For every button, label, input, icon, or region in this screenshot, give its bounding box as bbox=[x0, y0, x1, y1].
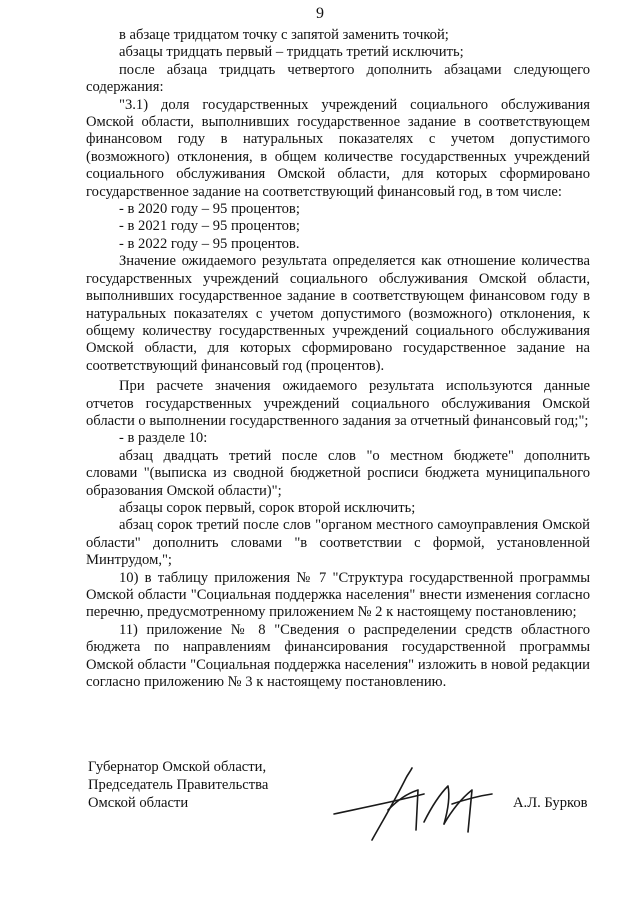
list-item: - в 2022 году – 95 процентов. bbox=[119, 235, 300, 252]
paragraph: При расчете значения ожидаемого результата используются данные отчетов государственных учреждений социального обслуживания Омской области о выполнении государственного задания за отчетный финансовый год;"; bbox=[86, 378, 590, 429]
paragraph: абзацы тридцать первый – тридцать третий исключить; bbox=[119, 44, 464, 61]
paragraph: после абзаца тридцать четвертого дополнить абзацами следующего содержания: bbox=[86, 61, 590, 96]
signatory-position bbox=[88, 758, 268, 812]
signer-name: А.Л. Бурков bbox=[513, 795, 588, 811]
position-line: Губернатор Омской области, bbox=[88, 759, 267, 775]
paragraph: в абзаце тридцатом точку с запятой заменить точкой; bbox=[119, 27, 449, 43]
paragraph: 10) в таблицу приложения № 7 "Структура государственной программы Омской области "Социальная поддержка населения" внести изменения согласно перечню, предусмотренному приложением № 2 к настоящему постановлению; bbox=[86, 569, 590, 621]
position-line: Омской области bbox=[88, 795, 189, 811]
paragraph: абзац сорок третий после слов "органом местного самоуправления Омской области" дополнить словами "в соответствии с формой, установленной Минтрудом,"; bbox=[86, 517, 590, 569]
paragraph: абзац двадцать третий после слов "о местном бюджете" дополнить словами "(выписка из сводной бюджетной росписи бюджета муниципального образования Омской области)"; bbox=[86, 447, 590, 499]
list-item: - в 2021 году – 95 процентов; bbox=[119, 218, 300, 235]
paragraph: "3.1) доля государственных учреждений социального обслуживания Омской области, выполнивших государственное задание в соответствующем финансовом году в натуральных показателях с учетом допустимого (возможного) отклонения, в общем количестве государственных учреждений социального обслуживания Омской области, для которых сформировано государственное задание на соответствующий финансовый год, в том числе: bbox=[86, 96, 590, 200]
page-number: 9 bbox=[316, 5, 324, 22]
paragraph: абзацы сорок первый, сорок второй исключить; bbox=[119, 499, 416, 516]
handwritten-signature bbox=[332, 764, 502, 844]
paragraph: - в разделе 10: bbox=[119, 430, 208, 447]
paragraph: 11) приложение № 8 "Сведения о распределении средств областного бюджета по направлениям финансирования государственной программы Омской области "Социальная поддержка населения" изложить в новой редакции согласно приложению № 3 к настоящему постановлению. bbox=[86, 621, 590, 691]
paragraph: Значение ожидаемого результата определяется как отношение количества государственных учреждений социального обслуживания Омской области, выполнивших государственное задание в соответствующем финансовом году в натуральных показателях с учетом допустимого (возможного) отклонения, к общему количеству государственных учреждений социального обслуживания Омской области, для которых сформировано государственное задание на соответствующий финансовый год (процентов). bbox=[86, 253, 590, 374]
position-line: Председатель Правительства bbox=[88, 777, 269, 793]
list-item: - в 2020 году – 95 процентов; bbox=[119, 201, 300, 218]
document-body bbox=[86, 27, 590, 691]
